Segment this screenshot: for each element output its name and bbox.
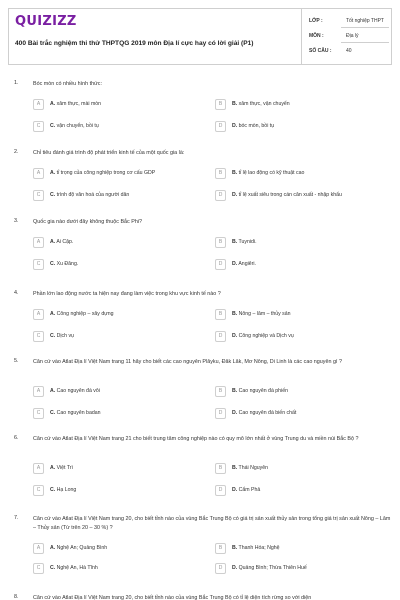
meta-class-label: LỚP : bbox=[309, 18, 323, 24]
option-letter: A. bbox=[50, 101, 56, 107]
option-letter: C. bbox=[50, 333, 56, 339]
option-d[interactable] bbox=[215, 408, 385, 419]
worksheet-header bbox=[8, 8, 392, 65]
option-c-box: C bbox=[33, 408, 44, 419]
option-d-box: D bbox=[215, 331, 226, 342]
question-text: Căn cứ vào Atlat Địa lí Việt Nam trang 11 hãy cho biết các cao nguyên Plâyku, Đăk Lăk, Mơ Nông, Di Linh là các cao nguyên gì ? bbox=[33, 359, 342, 365]
option-text: Tuynidi. bbox=[238, 239, 257, 245]
option-d[interactable] bbox=[215, 331, 385, 342]
option-letter: B. bbox=[232, 239, 238, 245]
option-letter: C. bbox=[50, 123, 56, 129]
meta-class-value: Tốt nghiệp THPT bbox=[346, 18, 384, 24]
question-number: 2. bbox=[14, 149, 19, 155]
option-text: Nghệ An, Hà Tĩnh bbox=[56, 565, 98, 571]
option-text: Cao nguyên đá phiến bbox=[238, 388, 288, 394]
question-number: 7. bbox=[14, 515, 19, 521]
header-divider bbox=[301, 9, 302, 64]
meta-subject-label: MÔN : bbox=[309, 33, 324, 39]
option-text: Xu Đăng. bbox=[56, 261, 79, 267]
meta-subject bbox=[309, 33, 389, 42]
option-a-box: A bbox=[33, 386, 44, 397]
option-b-box: B bbox=[215, 543, 226, 554]
option-letter: B. bbox=[232, 170, 238, 176]
question-number: 3. bbox=[14, 218, 19, 224]
option-a-box: A bbox=[33, 463, 44, 474]
option-d[interactable] bbox=[215, 563, 385, 574]
option-letter: B. bbox=[232, 311, 238, 317]
option-b[interactable] bbox=[215, 309, 385, 320]
option-letter: A. bbox=[50, 239, 56, 245]
page-title: 400 Bài trắc nghiệm thi thử THPTQG 2019 môn Địa lí cực hay có lời giải (P1) bbox=[15, 40, 254, 47]
option-text: Cao nguyên đá biến chất bbox=[238, 410, 297, 416]
option-text: Hạ Long bbox=[56, 487, 77, 493]
option-b[interactable] bbox=[215, 463, 385, 474]
option-text: Cao nguyên đá vôi bbox=[56, 388, 100, 394]
option-text: tỉ lệ xuất siêu trong cán cân xuất - nhập khẩu bbox=[238, 192, 342, 198]
option-letter: D. bbox=[232, 410, 238, 416]
option-text: Việt Trì bbox=[56, 465, 73, 471]
meta-class bbox=[309, 18, 389, 27]
question-number: 1. bbox=[14, 80, 19, 86]
option-a[interactable] bbox=[33, 463, 203, 474]
option-letter: A. bbox=[50, 388, 56, 394]
option-b-box: B bbox=[215, 99, 226, 110]
quizizz-logo: QUIZIZZ bbox=[15, 14, 77, 29]
option-b[interactable] bbox=[215, 168, 385, 179]
option-c[interactable] bbox=[33, 331, 203, 342]
option-letter: C. bbox=[50, 192, 56, 198]
option-letter: A. bbox=[50, 170, 56, 176]
option-a-box: A bbox=[33, 168, 44, 179]
option-b-box: B bbox=[215, 386, 226, 397]
option-text: xâm thực, mài mòn bbox=[56, 101, 102, 107]
option-d-box: D bbox=[215, 485, 226, 496]
option-a[interactable] bbox=[33, 309, 203, 320]
option-text: Công nghiệp – xây dựng bbox=[56, 311, 114, 317]
meta-count-value: 40 bbox=[346, 48, 352, 54]
question-number: 5. bbox=[14, 358, 19, 364]
option-text: tỉ trọng của công nghiệp trong cơ cấu GDP bbox=[56, 170, 156, 176]
meta-subject-value: Địa lý bbox=[346, 33, 359, 39]
option-letter: D. bbox=[232, 565, 238, 571]
option-text: Thanh Hóa; Nghệ bbox=[238, 545, 280, 551]
option-c-box: C bbox=[33, 485, 44, 496]
option-text: Ai Cập. bbox=[56, 239, 74, 245]
option-text: Thái Nguyên bbox=[238, 465, 268, 471]
question-text: Bóc mòn có nhiều hình thức: bbox=[33, 81, 102, 87]
meta-question-count bbox=[309, 48, 389, 57]
option-d[interactable] bbox=[215, 259, 385, 270]
option-text: Cẩm Phả bbox=[238, 487, 261, 493]
question-number: 6. bbox=[14, 435, 19, 441]
option-d-box: D bbox=[215, 408, 226, 419]
option-letter: D. bbox=[232, 487, 238, 493]
option-a[interactable] bbox=[33, 168, 203, 179]
question-text: Quốc gia nào dưới đây không thuộc Bắc Phi? bbox=[33, 219, 143, 225]
option-letter: A. bbox=[50, 545, 56, 551]
option-b[interactable] bbox=[215, 237, 385, 248]
option-b-box: B bbox=[215, 309, 226, 320]
option-letter: D. bbox=[232, 123, 238, 129]
option-text: tỉ lệ lao động có kỹ thuật cao bbox=[238, 170, 305, 176]
option-a-box: A bbox=[33, 543, 44, 554]
option-d[interactable] bbox=[215, 190, 385, 201]
option-letter: B. bbox=[232, 465, 238, 471]
option-letter: C. bbox=[50, 410, 56, 416]
option-d[interactable] bbox=[215, 121, 385, 132]
option-text: Angiêri. bbox=[238, 261, 256, 267]
option-c-box: C bbox=[33, 259, 44, 270]
question-text: Căn cứ vào Atlat Địa lí Việt Nam trang 21 cho biết trung tâm công nghiệp nào có quy mô lớn nhất ở vùng Trung du và miền núi Bắc Bộ ? bbox=[33, 436, 359, 442]
question-number: 8. bbox=[14, 594, 19, 600]
question-text: Căn cứ vào Atlat Địa lí Việt Nam trang 20, cho biết tỉnh nào của vùng Bắc Trung Bộ có giá trị sản xuất thủy sản trong tổng giá trị sản xuất Nông – Lâm – Thủy sản (Từ trên 20 – 30 %) ? bbox=[33, 516, 391, 531]
option-letter: A. bbox=[50, 311, 56, 317]
option-text: Nghệ An; Quảng Bình bbox=[56, 545, 108, 551]
option-letter: C. bbox=[50, 261, 56, 267]
option-d[interactable] bbox=[215, 485, 385, 496]
option-text: Cao nguyên badan bbox=[56, 410, 101, 416]
option-letter: C. bbox=[50, 565, 56, 571]
option-c[interactable] bbox=[33, 408, 203, 419]
meta-underline bbox=[341, 27, 389, 28]
option-text: Quảng Bình; Thừa Thiên Huế bbox=[238, 565, 307, 571]
question-text: Phần lớn lao động nước ta hiện nay đang làm việc trong khu vực kinh tế nào ? bbox=[33, 291, 221, 297]
option-d-box: D bbox=[215, 259, 226, 270]
option-c[interactable] bbox=[33, 563, 203, 574]
question-text: Căn cứ vào Atlat Địa lí Việt Nam trang 20, cho biết tỉnh nào của vùng Bắc Trung Bộ có tỉ lệ diện tích rừng so với diện bbox=[33, 595, 312, 600]
question-number: 4. bbox=[14, 290, 19, 296]
option-letter: B. bbox=[232, 101, 238, 107]
option-text: trình độ văn hoá của người dân bbox=[56, 192, 130, 198]
meta-count-label: SỐ CÂU : bbox=[309, 48, 332, 54]
option-d-box: D bbox=[215, 190, 226, 201]
option-letter: C. bbox=[50, 487, 56, 493]
option-text: Dịch vụ bbox=[56, 333, 74, 339]
option-b[interactable] bbox=[215, 386, 385, 397]
option-b[interactable] bbox=[215, 543, 385, 554]
option-c[interactable] bbox=[33, 190, 203, 201]
option-a-box: A bbox=[33, 237, 44, 248]
option-a-box: A bbox=[33, 99, 44, 110]
option-letter: B. bbox=[232, 545, 238, 551]
meta-underline bbox=[341, 42, 389, 43]
option-letter: B. bbox=[232, 388, 238, 394]
question-text: Chỉ tiêu đánh giá trình độ phát triển kinh tế của một quốc gia là: bbox=[33, 150, 185, 156]
option-letter: D. bbox=[232, 333, 238, 339]
option-a[interactable] bbox=[33, 237, 203, 248]
option-b-box: B bbox=[215, 463, 226, 474]
question-8 bbox=[0, 594, 400, 600]
option-text: Nông – lâm – thủy sản bbox=[238, 311, 291, 317]
option-c[interactable] bbox=[33, 121, 203, 132]
option-a[interactable] bbox=[33, 543, 203, 554]
option-text: bóc mòn, bồi tụ bbox=[238, 123, 275, 129]
option-text: xâm thực, vận chuyển bbox=[238, 101, 290, 107]
option-c[interactable] bbox=[33, 485, 203, 496]
option-b[interactable] bbox=[215, 99, 385, 110]
option-letter: D. bbox=[232, 192, 238, 198]
option-text: Công nghiệp và Dịch vụ bbox=[238, 333, 294, 339]
option-c-box: C bbox=[33, 563, 44, 574]
option-letter: A. bbox=[50, 465, 56, 471]
option-c-box: C bbox=[33, 190, 44, 201]
option-c[interactable] bbox=[33, 259, 203, 270]
option-c-box: C bbox=[33, 331, 44, 342]
option-b-box: B bbox=[215, 168, 226, 179]
option-text: vận chuyển, bồi tụ bbox=[56, 123, 99, 129]
option-a-box: A bbox=[33, 309, 44, 320]
option-c-box: C bbox=[33, 121, 44, 132]
option-letter: D. bbox=[232, 261, 238, 267]
option-a[interactable] bbox=[33, 386, 203, 397]
option-d-box: D bbox=[215, 563, 226, 574]
option-a[interactable] bbox=[33, 99, 203, 110]
option-d-box: D bbox=[215, 121, 226, 132]
option-b-box: B bbox=[215, 237, 226, 248]
